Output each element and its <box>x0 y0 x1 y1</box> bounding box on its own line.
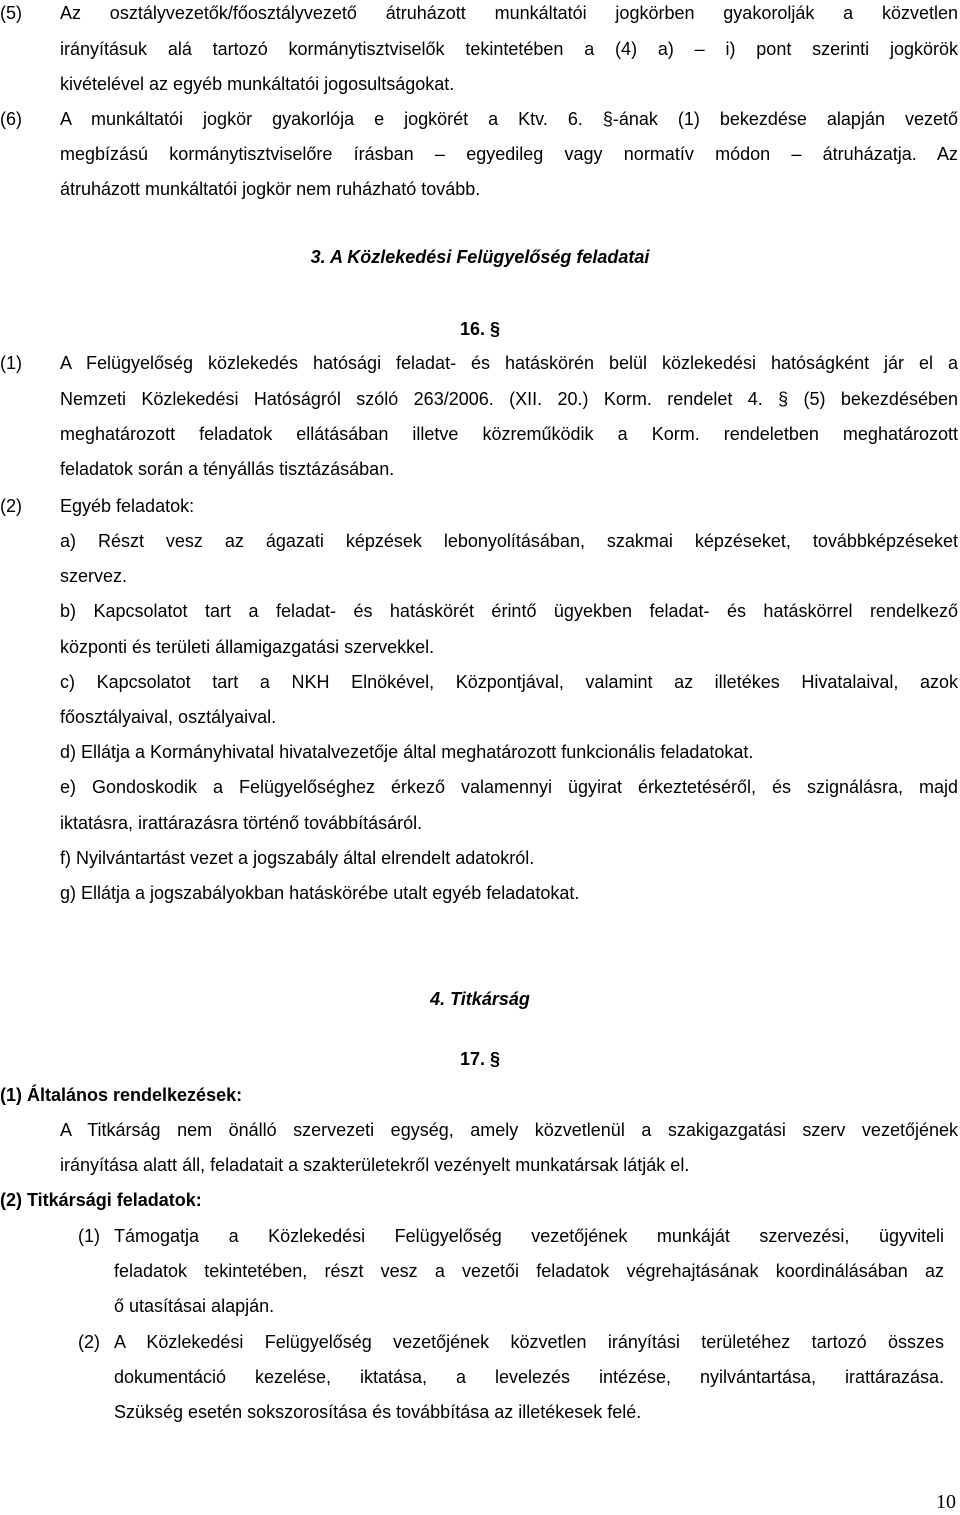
paragraph-line: megbízású kormánytisztviselőre írásban – egyedileg vagy normatív módon – átruházatja. Az <box>60 144 958 164</box>
paragraph-line: irányításuk alá tartozó kormánytisztviselők tekintetében a (4) a) – i) pont szerinti jogkörök <box>60 39 958 59</box>
list-item-line: szervez. <box>60 566 128 586</box>
paragraph-line: A Közlekedési Felügyelőség vezetőjének közvetlen irányítási területéhez tartozó összes <box>114 1332 944 1352</box>
paragraph-line: kivételével az egyéb munkáltatói jogosultságokat. <box>60 74 455 94</box>
paragraph-line: A Felügyelőség közlekedés hatósági feladat- és hatáskörén belül közlekedési hatóságként jár el a <box>60 353 958 373</box>
section-number: 16. § <box>459 319 501 339</box>
list-item-line: e) Gondoskodik a Felügyelőséghez érkező valamennyi ügyirat érkeztetéséről, és szignálásra, majd <box>60 777 958 797</box>
paragraph-number: (5) <box>0 3 22 23</box>
subsection-heading: (2) Titkársági feladatok: <box>0 1190 202 1210</box>
paragraph-line: Az osztályvezetők/főosztályvezető átruházott munkáltatói jogkörben gyakorolják a közvetlen <box>60 3 958 23</box>
list-item-line: a) Részt vesz az ágazati képzések lebonyolításában, szakmai képzéseket, továbbképzéseket <box>60 531 958 551</box>
paragraph-line: A Titkárság nem önálló szervezeti egység, amely közvetlenül a szakigazgatási szerv vezetőjének <box>60 1120 958 1140</box>
paragraph-line: Nemzeti Közlekedési Hatóságról szóló 263/2006. (XII. 20.) Korm. rendelet 4. § (5) bekezdésében <box>60 389 958 409</box>
paragraph-line: feladatok tekintetében, részt vesz a vezetői feladatok végrehajtásának koordinálásában az <box>114 1261 944 1281</box>
paragraph-line: Egyéb feladatok: <box>60 496 195 516</box>
paragraph-line: irányítása alatt áll, feladatait a szakterületekről vezényelt munkatársak látják el. <box>60 1155 690 1175</box>
paragraph-line: Támogatja a Közlekedési Felügyelőség vezetőjének munkáját szervezési, ügyviteli <box>114 1226 944 1246</box>
section-heading: 4. Titkárság <box>430 989 530 1009</box>
paragraph-number: (1) <box>78 1226 100 1246</box>
paragraph-line: meghatározott feladatok ellátásában illetve közreműködik a Korm. rendeletben meghatározott <box>60 424 958 444</box>
paragraph-line: ő utasításai alapján. <box>114 1296 275 1316</box>
list-item-line: iktatásra, irattárazásra történő továbbításáról. <box>60 813 423 833</box>
paragraph-line: A munkáltatói jogkör gyakorlója e jogkörét a Ktv. 6. §-ának (1) bekezdése alapján vezető <box>60 109 958 129</box>
paragraph-line: feladatok során a tényállás tisztázásában. <box>60 459 395 479</box>
paragraph-number: (6) <box>0 109 22 129</box>
subsection-heading: (1) Általános rendelkezések: <box>0 1085 243 1105</box>
list-item-line: c) Kapcsolatot tart a NKH Elnökével, Központjával, valamint az illetékes Hivatalaival, azok <box>60 672 958 692</box>
section-heading: 3. A Közlekedési Felügyelőség feladatai <box>310 247 650 267</box>
section-number: 17. § <box>459 1049 501 1069</box>
paragraph-number: (2) <box>78 1332 100 1352</box>
paragraph-line: Szükség esetén sokszorosítása és továbbítása az illetékesek felé. <box>114 1402 642 1422</box>
list-item-line: g) Ellátja a jogszabályokban hatáskörébe utalt egyéb feladatokat. <box>60 883 580 903</box>
list-item-line: d) Ellátja a Kormányhivatal hivatalvezetője által meghatározott funkcionális feladatokat. <box>60 742 754 762</box>
list-item-line: b) Kapcsolatot tart a feladat- és hatáskörét érintő ügyekben feladat- és hatáskörrel rendelkező <box>60 601 958 621</box>
list-item-line: f) Nyilvántartást vezet a jogszabály által elrendelt adatokról. <box>60 848 535 868</box>
page-number: 10 <box>936 1491 956 1513</box>
paragraph-number: (2) <box>0 496 22 516</box>
list-item-line: központi és területi államigazgatási szervekkel. <box>60 637 435 657</box>
paragraph-number: (1) <box>0 353 22 373</box>
list-item-line: főosztályaival, osztályaival. <box>60 707 277 727</box>
paragraph-line: dokumentáció kezelése, iktatása, a levelezés intézése, nyilvántartása, irattárazása. <box>114 1367 944 1387</box>
paragraph-line: átruházott munkáltatói jogkör nem ruházható tovább. <box>60 179 481 199</box>
